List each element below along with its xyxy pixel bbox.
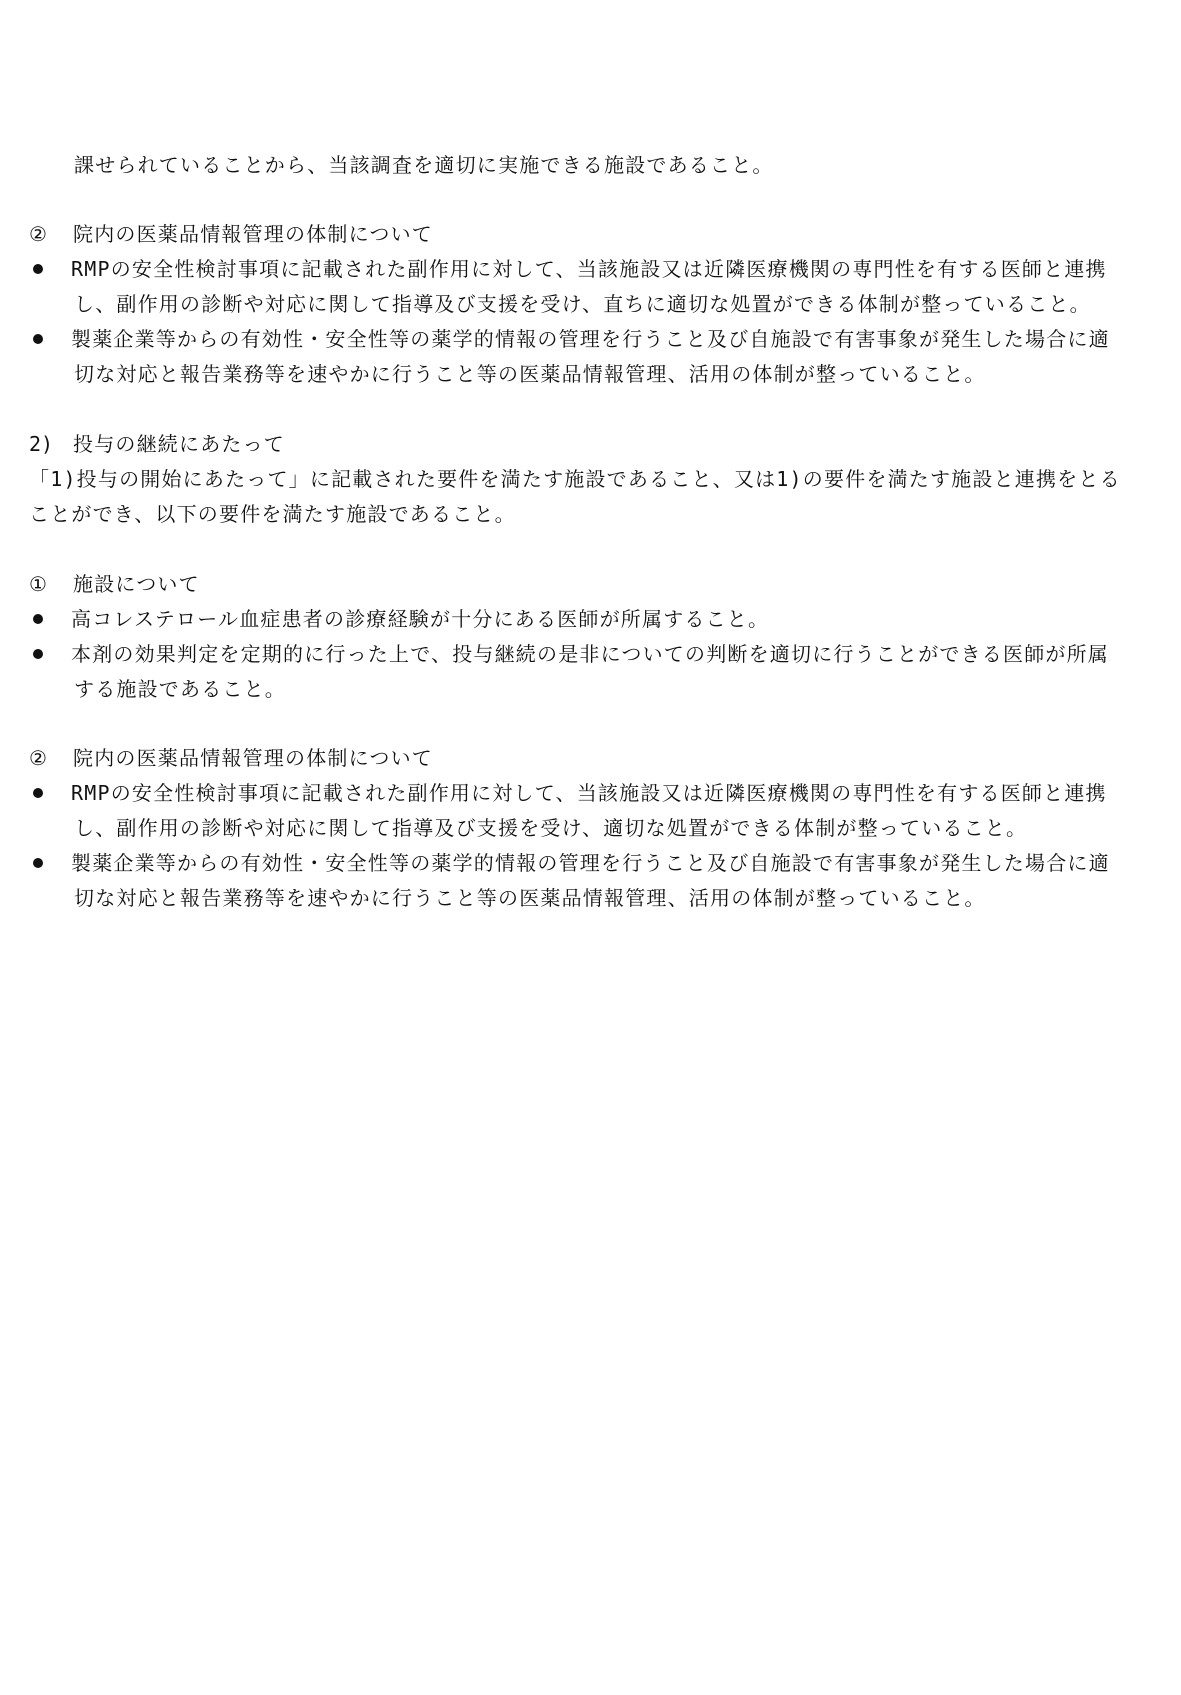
bullet-text: RMPの安全性検討事項に記載された副作用に対して、当該施設又は近隣医療機関の専門性を有する医師と連携: [71, 257, 1107, 281]
section-number: 2): [29, 432, 54, 456]
section-number: ②: [29, 746, 47, 770]
bullet-text: 本剤の効果判定を定期的に行った上で、投与継続の是非についての判断を適切に行うことができる医師が所属: [71, 642, 1109, 666]
bullet-icon: [33, 264, 43, 274]
section-number: ②: [29, 222, 47, 246]
bullet-text-continued: し、副作用の診断や対応に関して指導及び支援を受け、直ちに適切な処置ができる体制が整っていること。: [74, 292, 1091, 316]
bullet-icon: [33, 334, 43, 344]
bullet-icon: [33, 614, 43, 624]
bullet-text-continued: 切な対応と報告業務等を速やかに行うこと等の医薬品情報管理、活用の体制が整っていること。: [74, 362, 986, 386]
section-number: ①: [29, 572, 47, 596]
bullet-text: RMPの安全性検討事項に記載された副作用に対して、当該施設又は近隣医療機関の専門性を有する医師と連携: [71, 781, 1107, 805]
section-title: 院内の医薬品情報管理の体制について: [73, 746, 433, 770]
bullet-text: 高コレステロール血症患者の診療経験が十分にある医師が所属すること。: [71, 607, 770, 631]
bullet-text-continued: 切な対応と報告業務等を速やかに行うこと等の医薬品情報管理、活用の体制が整っていること。: [74, 886, 986, 910]
bullet-text-continued: し、副作用の診断や対応に関して指導及び支援を受け、適切な処置ができる体制が整っていること。: [74, 816, 1028, 840]
bullet-text: 製薬企業等からの有効性・安全性等の薬学的情報の管理を行うこと及び自施設で有害事象が発生した場合に適: [71, 327, 1110, 351]
section-title: 投与の継続にあたって: [73, 432, 285, 456]
paragraph-line: 「1)投与の開始にあたって」に記載された要件を満たす施設であること、又は1)の要件を満たす施設と連携をとる: [29, 467, 1121, 491]
bullet-icon: [33, 858, 43, 868]
section-title: 院内の医薬品情報管理の体制について: [73, 222, 433, 246]
paragraph-line: ことができ、以下の要件を満たす施設であること。: [29, 502, 516, 526]
intro-line: 課せられていることから、当該調査を適切に実施できる施設であること。: [74, 153, 774, 177]
section-title: 施設について: [73, 572, 200, 596]
bullet-text-continued: する施設であること。: [74, 677, 286, 701]
bullet-text: 製薬企業等からの有効性・安全性等の薬学的情報の管理を行うこと及び自施設で有害事象が発生した場合に適: [71, 851, 1110, 875]
bullet-icon: [33, 788, 43, 798]
bullet-icon: [33, 649, 43, 659]
